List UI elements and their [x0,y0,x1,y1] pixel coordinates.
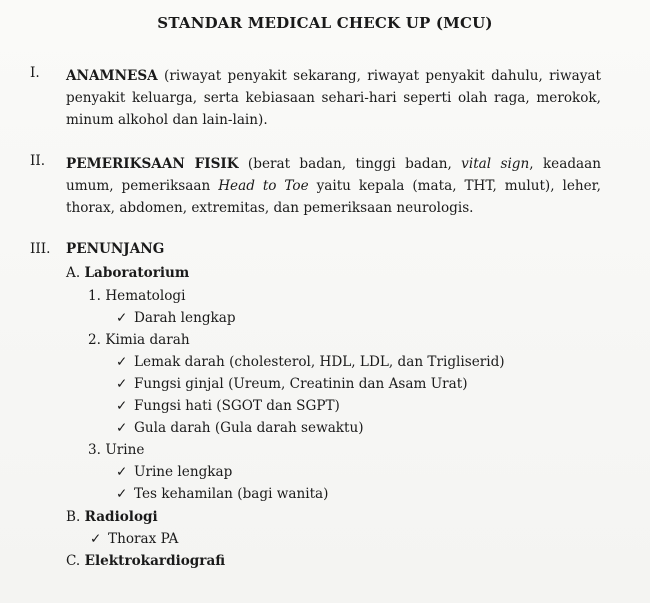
section-heading: ANAMNESA [66,68,158,84]
check-item [116,373,468,395]
list-item-hematologi [88,285,185,307]
check-icon: ✓ [116,486,128,502]
check-icon: ✓ [116,464,128,480]
check-item-text: Tes kehamilan (bagi wanita) [134,486,329,502]
subsection-elektrokardiografi [66,550,225,572]
section-numeral: III. [30,241,51,257]
check-item [90,528,178,550]
check-item-text: Fungsi ginjal (Ureum, Creatinin dan Asam Urat) [134,376,468,392]
list-item-kimia-darah [88,329,190,351]
list-label: Urine [105,442,145,458]
check-item [116,483,328,505]
section-text: yaitu kepala (mata, THT, mulut), leher, thorax, abdomen, extremitas, dan pemeriksaan neurologis. [66,178,601,216]
check-item-text: Gula darah (Gula darah sewaktu) [134,420,364,436]
check-icon: ✓ [116,354,128,370]
document-title: STANDAR MEDICAL CHECK UP (MCU) [157,14,493,32]
section-numeral: I. [30,65,40,81]
section-text: (riwayat penyakit sekarang, riwayat penyakit dahulu, riwayat penyakit keluarga, serta kebiasaan sehari-hari seperti olah raga, merokok, minum alkohol dan lain-lain). [66,68,601,128]
list-number: 3. [88,442,101,458]
subsection-label: Radiologi [84,509,158,525]
subsection-letter: A. [66,265,81,281]
section-italic-text: vital sign [461,156,530,172]
check-item-text: Urine lengkap [134,464,233,480]
section-heading: PENUNJANG [66,241,165,257]
list-label: Hematologi [105,288,186,304]
subsection-laboratorium [66,262,189,284]
check-item [116,417,364,439]
check-item [116,395,340,417]
section-numeral: II. [30,153,46,169]
list-item-urine [88,439,144,461]
check-icon: ✓ [116,376,128,392]
section-paragraph [66,153,601,219]
check-item-text: Thorax PA [108,531,179,547]
check-item [116,351,505,373]
section-text: , keadaan umum, pemeriksaan [66,156,601,194]
check-item [116,461,232,483]
section-paragraph [66,65,601,131]
section-heading: PEMERIKSAAN FISIK [66,156,239,172]
check-icon: ✓ [90,531,102,547]
subsection-radiologi [66,506,158,528]
section-text: (berat badan, tinggi badan, [238,156,462,172]
list-number: 1. [88,288,101,304]
check-item-text: Fungsi hati (SGOT dan SGPT) [134,398,340,414]
subsection-label: Elektrokardiografi [84,553,226,569]
check-item-text: Darah lengkap [134,310,236,326]
subsection-letter: B. [66,509,81,525]
check-item-text: Lemak darah (cholesterol, HDL, LDL, dan Trigliserid) [134,354,505,370]
section-italic-text: Head to Toe [218,178,309,194]
check-icon: ✓ [116,420,128,436]
check-icon: ✓ [116,310,128,326]
check-icon: ✓ [116,398,128,414]
list-label: Kimia darah [105,332,190,348]
list-number: 2. [88,332,101,348]
check-item [116,307,236,329]
subsection-letter: C. [66,553,81,569]
subsection-label: Laboratorium [84,265,190,281]
